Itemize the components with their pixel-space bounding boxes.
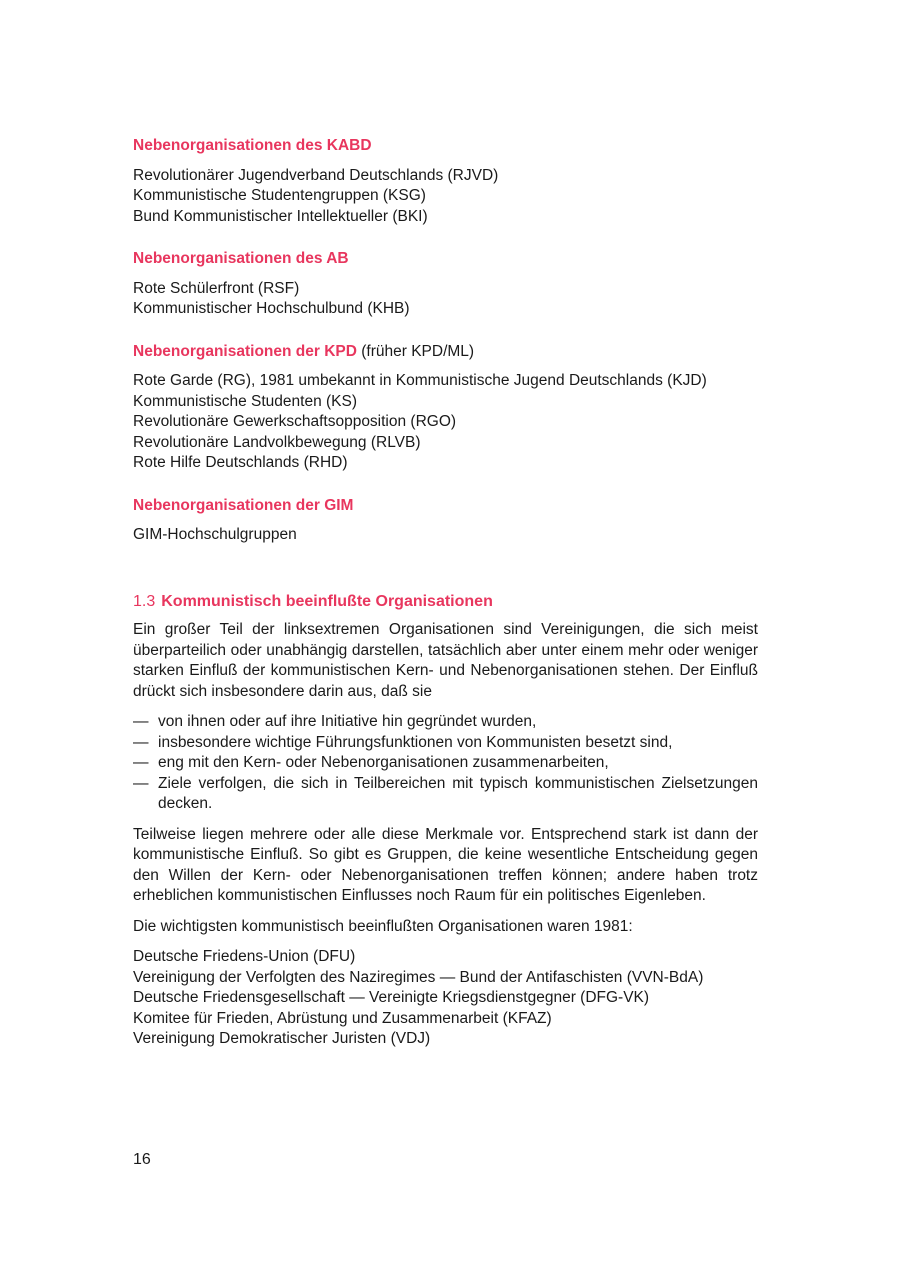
- list-item: Kommunistische Studentengruppen (KSG): [133, 187, 426, 204]
- heading-kpd-suffix: (früher KPD/ML): [361, 342, 475, 360]
- list-item: Rote Garde (RG), 1981 umbekannt in Kommunistische Jugend Deutschlands (KJD): [133, 372, 707, 389]
- list-item: GIM-Hochschulgruppen: [133, 526, 297, 543]
- heading-kpd: [133, 342, 758, 363]
- list-item: Vereinigung Demokratischer Juristen (VDJ): [133, 1030, 431, 1047]
- heading-kabd: Nebenorganisationen des KABD: [133, 137, 372, 154]
- organizations-list: [133, 947, 758, 1050]
- criteria-item: — von ihnen oder auf ihre Initiative hin gegründet wurden,: [133, 712, 758, 733]
- list-item: Rote Hilfe Deutschlands (RHD): [133, 454, 348, 471]
- criteria-item: — insbesondere wichtige Führungsfunktionen von Kommunisten besetzt sind,: [133, 733, 758, 754]
- criteria-item: — Ziele verfolgen, die sich in Teilbereichen mit typisch kommunistischen Zielsetzungen decken.: [133, 774, 758, 815]
- list-kabd: [133, 166, 758, 228]
- list-intro: Die wichtigsten kommunistisch beeinflußten Organisationen waren 1981:: [133, 917, 633, 935]
- heading-gim: Nebenorganisationen der GIM: [133, 496, 354, 514]
- second-paragraph: Teilweise liegen mehrere oder alle diese Merkmale vor. Entsprechend stark ist dann der kommunistische Einfluß. So gibt es Gruppen, die keine wesentliche Entscheidung gegen den Willen der Kern- oder Nebenorganisationen treffen können; andere haben trotz erheblichen kommunistischen Einflusses noch Raum für ein politisches Eigenleben.: [133, 825, 758, 904]
- chapter-title: [133, 592, 758, 613]
- page-content: [133, 136, 758, 1050]
- list-item: Rote Schülerfront (RSF): [133, 279, 300, 297]
- list-item: Kommunistischer Hochschulbund (KHB): [133, 300, 410, 317]
- list-item: Komitee für Frieden, Abrüstung und Zusammenarbeit (KFAZ): [133, 1009, 552, 1027]
- page-number: 16: [133, 1151, 151, 1168]
- criteria-item: — eng mit den Kern- oder Nebenorganisationen zusammenarbeiten,: [133, 753, 758, 774]
- list-item: Kommunistische Studenten (KS): [133, 392, 357, 410]
- list-item: Deutsche Friedens-Union (DFU): [133, 948, 356, 965]
- list-item: Bund Kommunistischer Intellektueller (BKI): [133, 207, 428, 225]
- list-ab: [133, 279, 758, 320]
- list-item: Revolutionäre Gewerkschaftsopposition (RGO): [133, 413, 457, 430]
- list-kpd: [133, 371, 758, 474]
- list-gim: [133, 525, 758, 546]
- list-item: Revolutionäre Landvolkbewegung (RLVB): [133, 433, 421, 451]
- criteria-list: [133, 712, 758, 815]
- intro-paragraph: Ein großer Teil der linksextremen Organisationen sind Vereinigungen, die sich meist überparteilich oder unabhängig darstellen, tatsächlich aber unter einem mehr oder weniger starken Einfluß der kommunistischen Kern- und Nebenorganisationen stehen. Der Einfluß drückt sich insbesondere darin aus, daß sie: [133, 621, 758, 700]
- heading-ab: Nebenorganisationen des AB: [133, 250, 349, 267]
- heading-kpd-title: Nebenorganisationen der KPD: [133, 342, 357, 360]
- chapter-title-text: Kommunistisch beeinflußte Organisationen: [161, 592, 493, 610]
- chapter-number: 1.3: [133, 592, 156, 610]
- list-item: Deutsche Friedensgesellschaft — Vereinigte Kriegsdienstgegner (DFG-VK): [133, 989, 650, 1006]
- list-item: Vereinigung der Verfolgten des Naziregimes — Bund der Antifaschisten (VVN-BdA): [133, 968, 704, 986]
- list-item: Revolutionärer Jugendverband Deutschlands (RJVD): [133, 166, 499, 184]
